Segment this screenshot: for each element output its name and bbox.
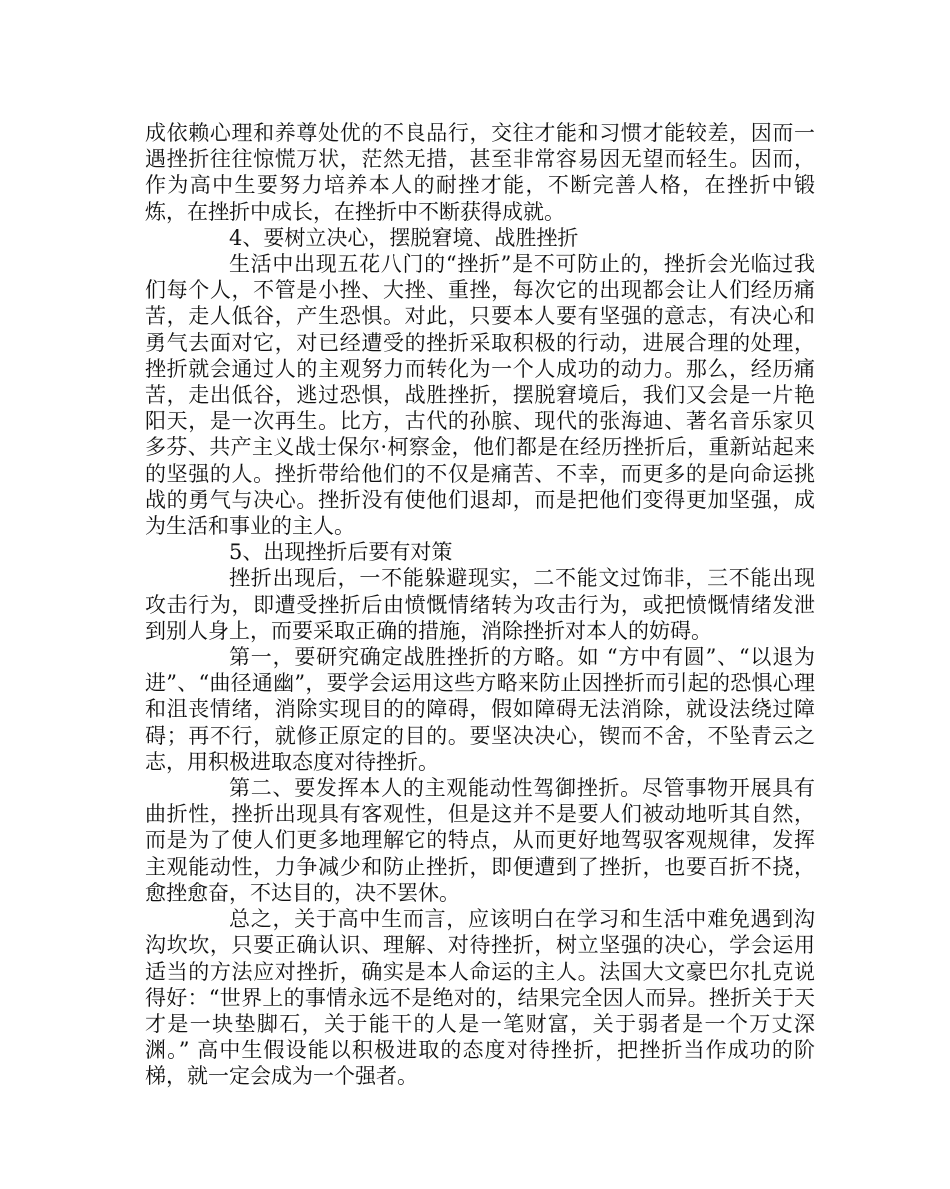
paragraph-section-4: 生活中出现五花八门的“挫折”是不可防止的，挫折会光临过我们每个人，不管是小挫、大挫、重挫，每次它的出现都会让人们经历痛苦，走人低谷，产生恐惧。对此，只要本人要有坚强的意志，有决心和勇气去面对它，对已经遭受的挫折采取积极的行动，进展合理的处理，挫折就会通过人的主观努力而转化为一个人成功的动力。那么，经历痛苦，走出低谷，逃过恐惧，战胜挫折，摆脱窘境后，我们又会是一片艳阳天，是一次再生。比方，古代的孙膑、现代的张海迪、著名音乐家贝多芬、共产主义战士保尔·柯察金，他们都是在经历挫折后，重新站起来的坚强的人。挫折带给他们的不仅是痛苦、不幸，而更多的是向命运挑战的勇气与决心。挫折没有使他们退却，而是把他们变得更加坚强，成为生活和事业的主人。 (145, 252, 815, 539)
paragraph-intro: 成依赖心理和养尊处优的不良品行，交往才能和习惯才能较差，因而一遇挫折往往惊慌万状，茫然无措，甚至非常容易因无望而轻生。因而，作为高中生要努力培养本人的耐挫才能，不断完善人格，在挫折中锻炼，在挫折中成长，在挫折中不断获得成就。 (145, 121, 815, 224)
section-heading-5: 5、出现挫折后要有对策 (229, 540, 453, 565)
paragraph-first-point: 第一，要研究确定战胜挫折的方略。如 “方中有圆”、“以退为进”、“曲径通幽”，要学会运用这些方略来防止因挫折而引起的恐惧心理和沮丧情绪，消除实现目的的障碍，假如障碍无法消除，就设法绕过障碍；再不行，就修正原定的目的。要坚决决心，锲而不舍，不坠青云之志，用积极进取态度对待挫折。 (145, 645, 815, 774)
paragraph-section-5: 挫折出现后，一不能躲避现实，二不能文过饰非，三不能出现攻击行为，即遭受挫折后由愤慨情绪转为攻击行为，或把愤慨情绪发泄到别人身上，而要采取正确的措施，消除挫折对本人的妨碍。 (145, 566, 815, 643)
document-page (145, 120, 815, 1090)
section-heading-4: 4、要树立决心，摆脱窘境、战胜挫折 (229, 225, 579, 250)
paragraph-second-point: 第二、要发挥本人的主观能动性驾御挫折。尽管事物开展具有曲折性，挫折出现具有客观性，但是这并不是要人们被动地听其自然，而是为了使人们更多地理解它的特点，从而更好地驾驭客观规律，发挥主观能动性，力争减少和防止挫折，即便遭到了挫折，也要百折不挠，愈挫愈奋，不达目的，决不罢休。 (145, 776, 815, 905)
paragraph-conclusion: 总之，关于高中生而言，应该明白在学习和生活中难免遇到沟沟坎坎，只要正确认识、理解、对待挫折，树立坚强的决心，学会运用适当的方法应对挫折，确实是本人命运的主人。法国大文豪巴尔扎克说得好：“世界上的事情永远不是绝对的，结果完全因人而异。挫折关于天才是一块垫脚石，关于能干的人是一笔财富，关于弱者是一个万丈深渊。” 高中生假设能以积极进取的态度对待挫折，把挫折当作成功的阶梯，就一定会成为一个强者。 (145, 907, 815, 1089)
